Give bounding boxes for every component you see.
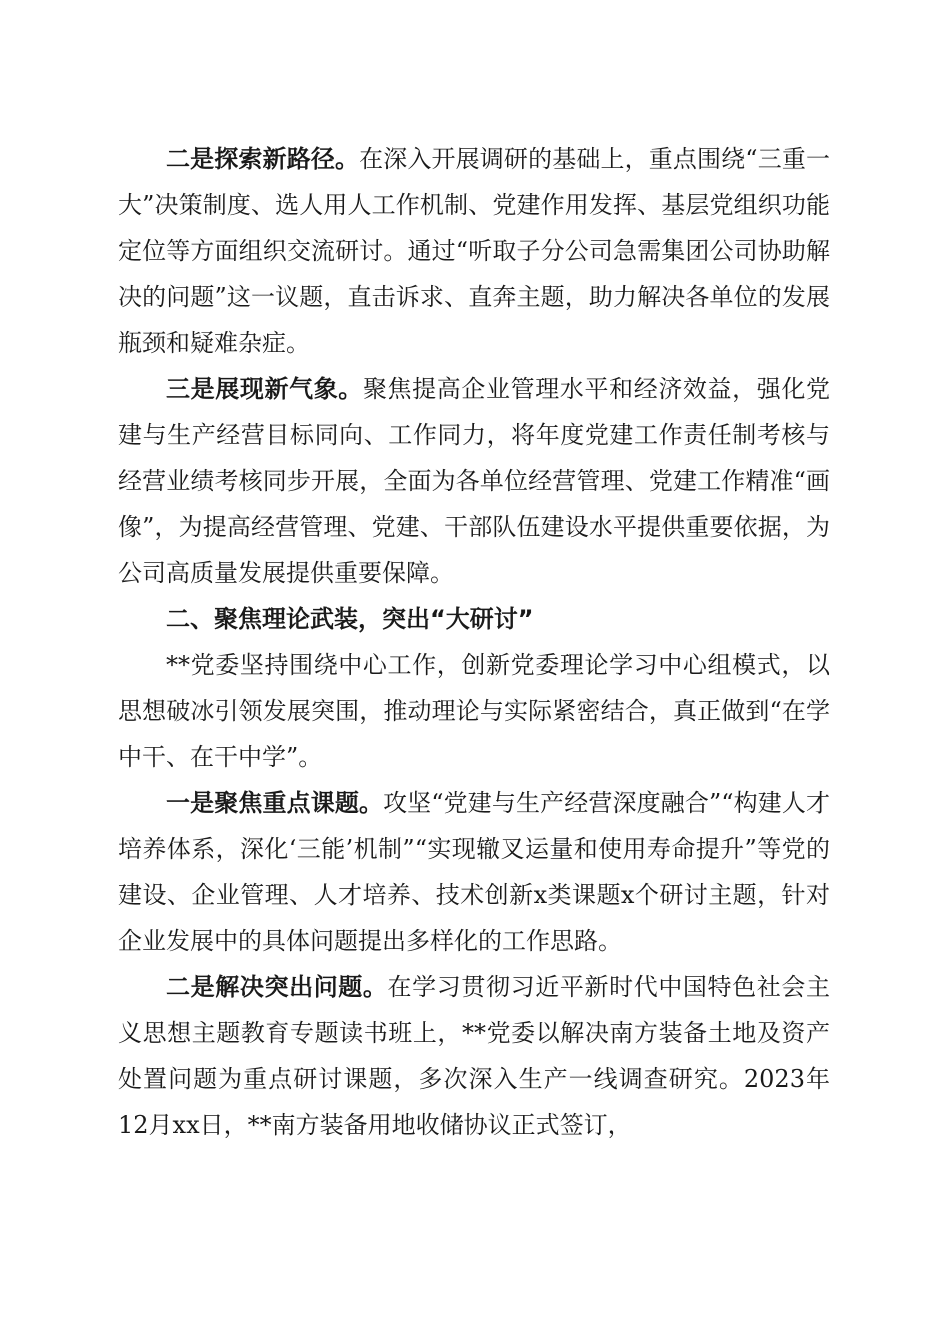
section-heading: 二、聚焦理论武装，突出“大研讨” bbox=[166, 605, 534, 633]
section-intro: **党委坚持围绕中心工作，创新党委理论学习中心组模式，以思想破冰引领发展突围，推动理论与实际紧密结合，真正做到“在学中干、在干中学”。 bbox=[118, 651, 830, 771]
paragraph-lead: 二是解决突出问题。 bbox=[166, 973, 388, 1001]
paragraph-explore-new-path bbox=[118, 136, 830, 366]
document-body bbox=[118, 136, 830, 1148]
paragraph-lead: 二是探索新路径。 bbox=[166, 145, 360, 173]
paragraph-text: 在深入开展调研的基础上，重点围绕“三重一大”决策制度、选人用人工作机制、党建作用发挥、基层党组织功能定位等方面组织交流研讨。通过“听取子分公司急需集团公司协助解决的问题”这一议题，直击诉求、直奔主题，助力解决各单位的发展瓶颈和疑难杂症。 bbox=[118, 145, 830, 357]
paragraph-new-look bbox=[118, 366, 830, 596]
paragraph-lead: 三是展现新气象。 bbox=[166, 375, 363, 403]
paragraph-text: 攻坚“党建与生产经营深度融合”“构建人才培养体系，深化‘三能’机制”“实现辙叉运量和使用寿命提升”等党的建设、企业管理、人才培养、技术创新x类课题x个研讨主题，针对企业发展中的具体问题提出多样化的工作思路。 bbox=[118, 789, 830, 955]
paragraph-key-topics bbox=[118, 780, 830, 964]
paragraph-solve-problems bbox=[118, 964, 830, 1148]
paragraph-text: 聚焦提高企业管理水平和经济效益，强化党建与生产经营目标同向、工作同力，将年度党建工作责任制考核与经营业绩考核同步开展，全面为各单位经营管理、党建工作精准“画像”，为提高经营管理、党建、干部队伍建设水平提供重要依据，为公司高质量发展提供重要保障。 bbox=[118, 375, 831, 587]
paragraph-lead: 一是聚焦重点课题。 bbox=[166, 789, 384, 817]
paragraph-text: 在学习贯彻习近平新时代中国特色社会主义思想主题教育专题读书班上，**党委以解决南方装备土地及资产处置问题为重点研讨课题，多次深入生产一线调查研究。2023年12月xx日，**南方装备用地收储协议正式签订， bbox=[118, 973, 831, 1139]
